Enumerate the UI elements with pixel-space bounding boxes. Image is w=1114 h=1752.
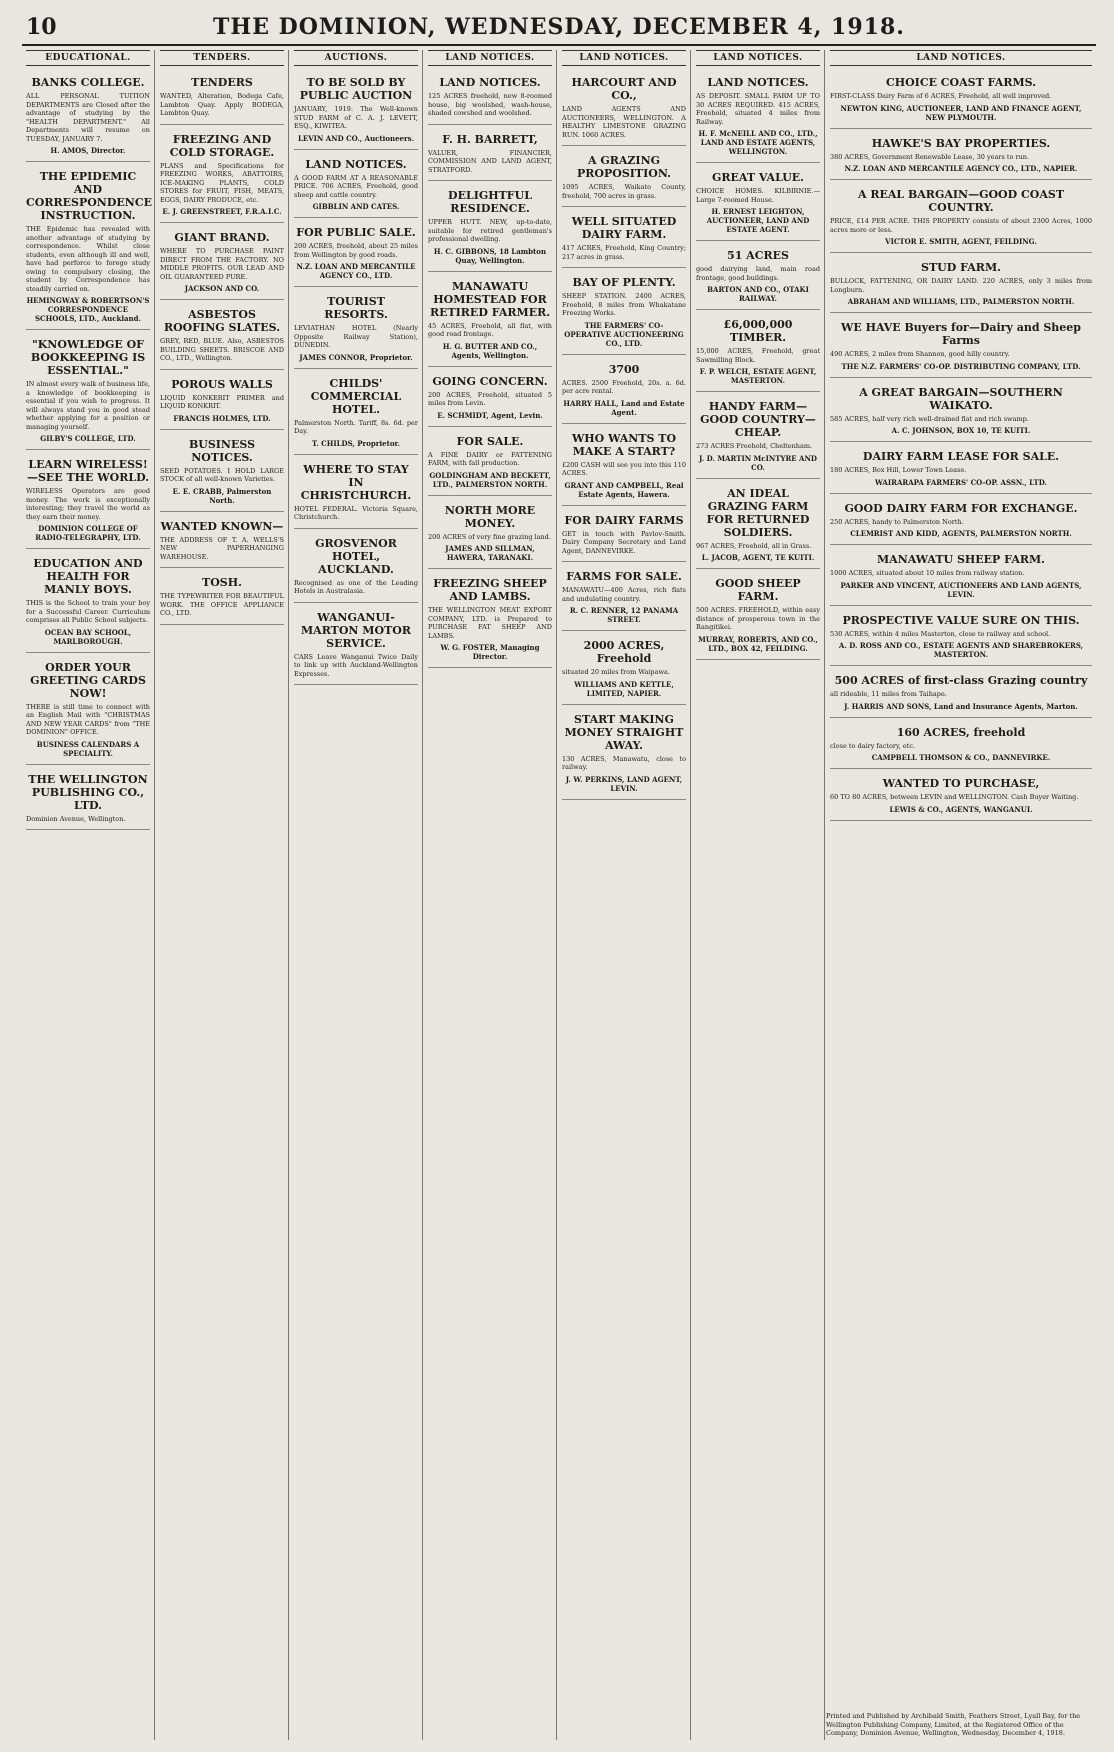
masthead (22, 10, 1096, 46)
ad-body: 500 ACRES. FREEHOLD, within easy distance of prosperous town in the Rangitikei. (696, 606, 820, 631)
ad-heading: 500 ACRES of first-class Grazing country (834, 674, 1088, 687)
ad-body: WHERE TO PURCHASE PAINT DIRECT FROM THE FACTORY. NO MIDDLE PROFITS. OUR LEAD AND OIL GUARANTEED PURE. (160, 247, 284, 281)
ad-signature: HARRY HALL, Land and Estate Agent. (563, 398, 685, 417)
advertisement (428, 185, 552, 272)
advertisement (294, 607, 418, 686)
advertisement (294, 291, 418, 369)
ad-heading: WHERE TO STAY IN CHRISTCHURCH. (300, 462, 412, 502)
ad-signature: ABRAHAM AND WILLIAMS, LTD., PALMERSTON NORTH. (847, 297, 1075, 306)
column-1 (22, 50, 155, 1740)
advertisement (26, 334, 150, 450)
ad-heading: WANTED KNOWN— (160, 519, 284, 533)
ad-heading: AN IDEAL GRAZING FARM FOR RETURNED SOLDIERS. (706, 486, 810, 539)
advertisement (428, 276, 552, 367)
ad-signature: NEWTON KING, AUCTIONEER, LAND AND FINANCE AGENT, NEW PLYMOUTH. (840, 103, 1082, 122)
ad-signature: H. G. BUTTER AND CO., Agents, Wellington. (442, 341, 538, 360)
ad-heading: THE WELLINGTON PUBLISHING CO., LTD. (28, 772, 148, 812)
ad-body: WANTED, Alteration, Bodega Cafe, Lambton Quay. Apply BODEGA, Lambton Quay. (160, 92, 284, 117)
ad-heading: FARMS FOR SALE. (566, 570, 682, 583)
ad-heading: WELL SITUATED DAIRY FARM. (571, 215, 677, 241)
advertisement (830, 773, 1092, 821)
ad-heading: START MAKING MONEY STRAIGHT AWAY. (564, 712, 684, 752)
ad-signature: H. ERNEST LEIGHTON, AUCTIONEER, LAND AND ESTATE AGENT. (706, 207, 810, 234)
ad-heading: 3700 (608, 362, 640, 376)
ad-body: GET in touch with Pavlov-Smith. Dairy Company Secretary and Land Agent, DANNEVIRKE. (562, 529, 686, 555)
ad-body: JANUARY, 1919. The Well-known STUD FARM of C. A. J. LEVETT, ESQ., KIWITEA. (294, 105, 418, 130)
advertisement (562, 72, 686, 146)
advertisement (830, 133, 1092, 181)
ad-signature: J. W. PERKINS, LAND AGENT, LEVIN. (565, 774, 683, 793)
ad-body: Palmerston North. Tariff, 8s. 6d. per Day. (294, 418, 418, 435)
ad-heading: GIANT BRAND. (174, 231, 270, 244)
advertisement (428, 431, 552, 496)
section-header: LAND NOTICES. (562, 50, 686, 66)
ad-body: 130 ACRES, Manawatu, close to railway. (562, 754, 686, 771)
ad-signature: N.Z. LOAN AND MERCANTILE AGENCY CO., LTD., NAPIER. (844, 164, 1078, 173)
ad-heading: FOR DAIRY FARMS (564, 513, 684, 527)
advertisement (562, 566, 686, 631)
advertisement (696, 72, 820, 163)
ad-list (294, 72, 418, 685)
ad-heading: £6,000,000 TIMBER. (723, 318, 793, 344)
ad-heading: A GREAT BARGAIN—SOUTHERN WAIKATO. (859, 385, 1063, 412)
advertisement (294, 533, 418, 603)
ad-signature: JACKSON AND CO. (184, 284, 260, 293)
ad-heading: STUD FARM. (921, 261, 1001, 274)
section-header: LAND NOTICES. (696, 50, 820, 66)
section-header: EDUCATIONAL. (26, 50, 150, 66)
advertisement (830, 610, 1092, 667)
ad-heading: WANGANUI-MARTON MOTOR SERVICE. (301, 610, 411, 650)
advertisement (160, 72, 284, 125)
ad-body: 380 ACRES, Government Renewable Lease, 30 years to run. (830, 152, 1030, 161)
ad-signature: LEWIS & CO., AGENTS, WANGANUI. (889, 804, 1033, 814)
ad-heading: A REAL BARGAIN—GOOD COAST COUNTRY. (857, 188, 1065, 214)
ad-heading: GOOD SHEEP FARM. (715, 577, 801, 603)
ad-body: WIRELESS Operators are good money. The work is exceptionally interesting; they travel the world as they earn their money. (26, 487, 150, 521)
ad-body: Dominion Avenue, Wellington. (26, 814, 126, 823)
advertisement (26, 553, 150, 653)
ad-signature: WILLIAMS AND KETTLE, LIMITED, NAPIER. (574, 679, 674, 698)
ad-heading: NORTH MORE MONEY. (444, 503, 536, 530)
advertisement (830, 498, 1092, 546)
ad-signature: A. C. JOHNSON, BOX 10, TE KUITI. (891, 426, 1031, 435)
ad-heading: LEARN WIRELESS! —SEE THE WORLD. (26, 458, 150, 484)
ad-body: 490 ACRES, 2 miles from Shannon, good hilly country. (830, 350, 1010, 358)
section-header: LAND NOTICES. (830, 50, 1092, 66)
advertisement (830, 382, 1092, 443)
ad-body: 530 ACRES, within 4 miles Masterton, close to railway and school. (830, 629, 1051, 638)
ad-signature: J. HARRIS AND SONS, Land and Insurance Agents, Marton. (844, 701, 1078, 711)
ad-body: LAND AGENTS AND AUCTIONEERS, WELLINGTON. A HEALTHY LIMESTONE GRAZING RUN. 1060 ACRES. (562, 105, 686, 139)
ad-heading: GREAT VALUE. (711, 171, 805, 184)
ad-body: 273 ACRES Freehold, Cheltenham. (696, 442, 813, 450)
ad-signature: GOLDINGHAM AND BECKETT, LTD., PALMERSTON NORTH. (429, 470, 551, 489)
ad-signature: E. E. CRABB, Palmerston North. (172, 486, 272, 505)
advertisement (26, 72, 150, 162)
ad-signature: T. CHILDS, Proprietor. (311, 438, 400, 448)
advertisement (562, 359, 686, 424)
advertisement (26, 166, 150, 330)
ad-body: ALL PERSONAL TUITION DEPARTMENTS are Closed after the advantage of studying by the "HEALTH DEPARTMENT." All Departments will resume on TUESDAY, JANUARY 7. (26, 92, 150, 143)
ad-signature: JAMES AND SILLMAN, HAWERA, TARANAKI. (445, 544, 535, 562)
advertisement (428, 573, 552, 668)
advertisement (696, 483, 820, 570)
advertisement (160, 516, 284, 569)
ad-heading: FOR PUBLIC SALE. (296, 226, 416, 239)
ad-signature: DOMINION COLLEGE OF RADIO-TELEGRAPHY, LTD. (35, 524, 141, 542)
ad-signature: CAMPBELL THOMSON & CO., DANNEVIRKE. (871, 753, 1051, 762)
advertisement (830, 72, 1092, 129)
ad-heading: DELIGHTFUL RESIDENCE. (448, 189, 532, 215)
ad-signature: W. G. FOSTER, Managing Director. (440, 643, 540, 661)
advertisement (160, 227, 284, 300)
ad-body: 15,000 ACRES, Freehold, great Sawmilling Block. (696, 347, 820, 364)
ad-body: VALUER, FINANCIER, COMMISSION AND LAND AGENT, STRATFORD. (428, 148, 552, 174)
advertisement (830, 446, 1092, 494)
column-2 (156, 50, 289, 1740)
ad-body: 585 ACRES, half very rich well-drained flat and rich swamp. (830, 414, 1029, 423)
ad-body: 1095 ACRES, Waikato County, freehold, 700 acres in grass. (562, 183, 686, 200)
ad-heading: THE EPIDEMIC AND CORRESPONDENCE INSTRUCTION. (26, 170, 152, 222)
column-7 (826, 50, 1096, 1740)
advertisement (160, 374, 284, 430)
ad-heading: ORDER YOUR GREETING CARDS NOW! (30, 660, 146, 700)
ad-list (160, 72, 284, 625)
ad-body: SEED POTATOES. I HOLD LARGE STOCK of all well-known Varieties. (160, 466, 284, 483)
ad-body: GREY, RED, BLUE. Also, ASBESTOS BUILDING SHEETS. BRISCOE AND CO., LTD., Wellington. (160, 337, 284, 362)
ad-body: CHOICE HOMES. KILBIRNIE.—Large 7-roomed House. (696, 187, 820, 204)
ad-body: close to dairy factory, etc. (830, 741, 916, 750)
ad-heading: TOURIST RESORTS. (324, 295, 388, 321)
ad-signature: GIBBLIN AND CATES. (312, 202, 400, 211)
ad-body: situated 20 miles from Waipawa. (562, 668, 670, 676)
ad-signature: GRANT AND CAMPBELL, Real Estate Agents, Hawera. (564, 480, 684, 499)
ad-body: A GOOD FARM AT A REASONABLE PRICE. 706 ACRES, Freehold, good sheep and cattle country. (294, 173, 418, 199)
ad-signature: WAIRARAPA FARMERS' CO-OP. ASSN., LTD. (875, 477, 1047, 487)
ad-list (562, 72, 686, 800)
ad-body: 417 ACRES, Freehold, King Country; 217 acres in grass. (562, 244, 686, 261)
ad-heading: CHOICE COAST FARMS. (885, 76, 1037, 89)
advertisement (562, 150, 686, 207)
advertisement (428, 129, 552, 182)
ad-signature: THE FARMERS' CO-OPERATIVE AUCTIONEERING CO., LTD. (564, 320, 684, 348)
ad-body: THE TYPEWRITER FOR BEAUTIFUL WORK. THE OFFICE APPLIANCE CO., LTD. (160, 592, 284, 617)
ad-heading: FREEZING SHEEP AND LAMBS. (433, 577, 547, 603)
ad-body: 967 ACRES, Freehold, all in Grass. (696, 541, 812, 550)
ad-heading: LAND NOTICES. (305, 157, 407, 171)
ad-heading: BAY OF PLENTY. (572, 276, 676, 289)
imprint: Printed and Published by Archibald Smith, Feathers Street, Lyall Bay, for the Wellington Publishing Company, Limited, at the Registered Office of the Company, Dominion Avenue, Wellington, Wednesday, December 4, 1918. (826, 1712, 1081, 1737)
advertisement (562, 211, 686, 268)
ad-signature: E. SCHMIDT, Agent, Levin. (437, 410, 543, 420)
ad-heading: 51 ACRES (727, 249, 789, 262)
ad-body: THIS is the School to train your boy for a Successful Career. Curriculum comprises all Public School subjects. (26, 599, 150, 624)
ad-signature: OCEAN BAY SCHOOL, MARLBOROUGH. (44, 627, 132, 646)
ad-heading: GROSVENOR HOTEL, AUCKLAND. (315, 536, 397, 576)
advertisement (830, 317, 1092, 378)
advertisement (26, 769, 150, 831)
ad-signature: HEMINGWAY & ROBERTSON'S CORRESPONDENCE SCHOOLS, LTD., Auckland. (26, 296, 150, 323)
ad-body: CARS Leave Wanganui Twice Daily to link up with Auckland-Wellington Expresses. (294, 652, 418, 678)
advertisement (696, 573, 820, 660)
advertisement (830, 722, 1092, 770)
ad-body: LIQUID KONKERIT PRIMER and LIQUID KONKRIT. (160, 393, 284, 410)
ad-body: 1000 ACRES, situated about 10 miles from railway station. (830, 569, 1025, 577)
advertisement (562, 510, 686, 563)
ad-signature: GILBY'S COLLEGE, LTD. (40, 434, 136, 443)
ad-signature: E. J. GREENSTREET, F.R.A.I.C. (162, 207, 282, 216)
advertisement (294, 222, 418, 287)
ad-body: ACRES. 2500 Freehold, 20s. a. 6d. per acre rental. (562, 378, 686, 395)
advertisement (830, 549, 1092, 606)
ad-body: THERE is still time to connect with an English Mail with "CHRISTMAS AND NEW YEAR CARDS" from "THE DOMINION" OFFICE. (26, 702, 150, 736)
column-5 (558, 50, 691, 1740)
ad-heading: DAIRY FARM LEASE FOR SALE. (862, 450, 1060, 463)
ad-heading: PROSPECTIVE VALUE SURE ON THIS. (842, 613, 1080, 627)
advertisement (160, 304, 284, 370)
ad-heading: WHO WANTS TO MAKE A START? (571, 431, 677, 458)
ad-heading: POROUS WALLS (171, 377, 273, 391)
newspaper-title: THE DOMINION, WEDNESDAY, DECEMBER 4, 1918. (213, 14, 905, 40)
ad-list (26, 72, 150, 830)
ad-body: 60 TO 80 ACRES, between LEVIN and WELLINGTON. Cash Buyer Waiting. (830, 793, 1079, 801)
ad-body: FIRST-CLASS Dairy Farm of 6 ACRES, Freehold, all well improved. (830, 92, 1052, 100)
advertisement (160, 434, 284, 512)
ad-body: 250 ACRES, handy to Palmerston North. (830, 517, 964, 526)
advertisement (696, 167, 820, 241)
ad-body: 200 ACRES of very fine grazing land. (428, 532, 551, 541)
ad-heading: "KNOWLEDGE OF BOOKKEEPING IS ESSENTIAL." (30, 338, 146, 377)
ad-heading: BUSINESS NOTICES. (188, 437, 256, 464)
ad-heading: GOOD DAIRY FARM FOR EXCHANGE. (844, 501, 1078, 515)
ad-body: 125 ACRES freehold, new 8-roomed house, big woolshed, wash-house, shaded cowshed and woolshed. (428, 92, 552, 117)
ad-signature: BUSINESS CALENDARS A SPECIALITY. (36, 739, 140, 758)
advertisement (562, 272, 686, 355)
ad-body: £200 CASH will see you into this 110 ACRES. (562, 460, 686, 477)
ad-body: 200 ACRES, Freehold, situated 5 miles from Levin. (428, 390, 552, 407)
ad-body: Recognised as one of the Leading Hotels in Australasia. (294, 578, 418, 595)
ad-body: 45 ACRES, Freehold, all flat, with good road frontage. (428, 321, 552, 338)
advertisement (294, 459, 418, 529)
ad-heading: HAWKE'S BAY PROPERTIES. (871, 136, 1051, 150)
ad-signature: R. C. RENNER, 12 PANAMA STREET. (569, 606, 679, 624)
advertisement (696, 314, 820, 392)
ad-heading: FREEZING AND COLD STORAGE. (169, 132, 275, 159)
ad-body: LEVIATHAN HOTEL (Nearly Opposite Railway Station), DUNEDIN. (294, 324, 418, 349)
advertisement (428, 500, 552, 570)
ad-heading: HANDY FARM—GOOD COUNTRY—CHEAP. (700, 400, 816, 439)
ad-body: UPPER HUTT. NEW, up-to-date, suitable for retired gentleman's professional dwelling. (428, 218, 552, 243)
ad-heading: FOR SALE. (456, 434, 524, 448)
ad-signature: F. P. WELCH, ESTATE AGENT, MASTERTON. (699, 367, 817, 385)
ad-body: 180 ACRES, Box Hill, Lower Town Lease. (830, 466, 967, 474)
advertisement (26, 454, 150, 549)
ad-signature: H. AMOS, Director. (50, 146, 126, 155)
ad-heading: 160 ACRES, freehold (896, 725, 1026, 739)
ad-heading: TO BE SOLD BY PUBLIC AUCTION (299, 76, 413, 102)
ad-body: A FINE DAIRY or FATTENING FARM, with fall production. (428, 450, 552, 467)
column-6 (692, 50, 825, 1740)
ad-signature: BARTON AND CO., OTAKI RAILWAY. (707, 285, 809, 303)
ad-body: PLANS and Specifications for FREEZING WORKS, ABATTOIRS, ICE-MAKING PLANTS, COLD STORES for FRUIT, FISH, MEATS, EGGS, DAIRY PRODUCE, etc. (160, 161, 284, 204)
advertisement (160, 572, 284, 625)
ad-signature: H. C. GIBBONS, 18 Lambton Quay, Wellington. (433, 246, 547, 265)
ad-body: SHEEP STATION. 2400 ACRES, Freehold, 8 miles from Whakatane Freezing Works. (562, 292, 686, 317)
ad-signature: THE N.Z. FARMERS' CO-OP. DISTRIBUTING COMPANY, LTD. (841, 361, 1081, 371)
ad-signature: L. JACOB, AGENT, TE KUITI. (701, 553, 815, 562)
ad-heading: WANTED TO PURCHASE, (882, 777, 1040, 790)
ad-heading: HARCOURT AND CO., (571, 76, 677, 102)
advertisement (830, 670, 1092, 718)
advertisement (562, 709, 686, 800)
advertisement (562, 428, 686, 506)
columns (22, 50, 1096, 1740)
ad-body: HOTEL FEDERAL. Victoria Square, Christchurch. (294, 504, 418, 521)
ad-heading: LAND NOTICES. (707, 76, 809, 89)
ad-body: PRICE, £14 PER ACRE. THIS PROPERTY consists of about 2300 Acres, 1000 acres more or less. (830, 217, 1092, 234)
advertisement (830, 184, 1092, 253)
page-number: 10 (26, 14, 57, 40)
ad-body: 200 ACRES, freehold, about 25 miles from Wellington by good roads. (294, 242, 418, 259)
ad-list (428, 72, 552, 668)
ad-body: good dairying land, main road frontage, good buildings. (696, 265, 820, 282)
ad-heading: MANAWATU HOMESTEAD FOR RETIRED FARMER. (429, 279, 551, 319)
ad-heading: F. H. BARRETT, (442, 132, 538, 146)
ad-heading: BANKS COLLEGE. (31, 76, 145, 89)
ad-signature: VICTOR E. SMITH, AGENT, FEILDING. (885, 237, 1037, 246)
ad-signature: LEVIN AND CO., Auctioneers. (297, 133, 415, 143)
ad-heading: EDUCATION AND HEALTH FOR MANLY BOYS. (33, 557, 143, 596)
advertisement (294, 72, 418, 150)
advertisement (160, 129, 284, 224)
ad-signature: A. D. ROSS AND CO., ESTATE AGENTS AND SHAREBROKERS, MASTERTON. (838, 641, 1084, 659)
ad-body: THE Epidemic has revealed with another advantage of studying by correspondence. Whilst close students, even although ill and well, have had perforce to forego study owing to compulsory closing, the student by Correspondence has steadily carried on. (26, 225, 150, 293)
ad-signature: H. F. McNEILL AND CO., LTD., LAND AND ESTATE AGENTS, WELLINGTON. (698, 129, 818, 156)
advertisement (696, 245, 820, 310)
ad-signature: FRANCIS HOLMES, LTD. (173, 413, 271, 423)
advertisement (696, 396, 820, 479)
ad-heading: 2000 ACRES, Freehold (583, 639, 665, 665)
advertisement (428, 371, 552, 427)
ad-heading: TOSH. (202, 576, 242, 589)
ad-body: BULLOCK, FATTENING, OR DAIRY LAND. 220 ACRES, only 3 miles from Longburn. (830, 277, 1092, 294)
ad-heading: ASBESTOS ROOFING SLATES. (163, 308, 281, 334)
ad-body: IN almost every walk of business life, a knowledge of bookkeeping is essential if you wish to progress. It will always stand you in good stead whether applying for a position or managing yourself. (26, 380, 150, 431)
ad-heading: GOING CONCERN. (432, 374, 548, 388)
section-header: LAND NOTICES. (428, 50, 552, 66)
advertisement (26, 657, 150, 765)
ad-signature: N.Z. LOAN AND MERCANTILE AGENCY CO., LTD. (296, 262, 416, 280)
ad-list (696, 72, 820, 660)
ad-heading: A GRAZING PROPOSITION. (576, 154, 672, 180)
advertisement (830, 257, 1092, 313)
section-header: AUCTIONS. (294, 50, 418, 66)
ad-signature: CLEMRIST AND KIDD, AGENTS, PALMERSTON NORTH. (850, 529, 1072, 538)
ad-signature: JAMES CONNOR, Proprietor. (299, 352, 413, 362)
advertisement (562, 635, 686, 705)
advertisement (294, 373, 418, 455)
ad-body: MANAWATU—400 Acres, rich flats and undulating country. (562, 586, 686, 603)
ad-list (830, 72, 1092, 821)
column-4 (424, 50, 557, 1740)
ad-heading: LAND NOTICES. (439, 76, 541, 89)
ad-body: THE WELLINGTON MEAT EXPORT COMPANY, LTD. is Prepared to PURCHASE FAT SHEEP AND LAMBS. (428, 606, 552, 640)
ad-body: THE ADDRESS OF T. A. WELLS'S NEW PAPERHANGING WAREHOUSE. (160, 535, 284, 561)
ad-body: all rideable, 11 miles from Taihape. (830, 690, 947, 698)
ad-signature: PARKER AND VINCENT, AUCTIONEERS AND LAND AGENTS, LEVIN. (840, 580, 1082, 599)
ad-heading: WE HAVE Buyers for—Dairy and Sheep Farms (841, 321, 1081, 347)
ad-heading: TENDERS (191, 76, 253, 89)
ad-heading: CHILDS' COMMERCIAL HOTEL. (310, 376, 402, 416)
column-3 (290, 50, 423, 1740)
advertisement (428, 72, 552, 125)
ad-heading: MANAWATU SHEEP FARM. (877, 553, 1045, 566)
ad-body: AS DEPOSIT. SMALL FARM UP TO 30 ACRES REQUIRED. 415 ACRES, Freehold, situated 4 miles from Railway. (696, 92, 820, 126)
ad-signature: J. D. MARTIN McINTYRE AND CO. (699, 453, 817, 472)
section-header: TENDERS. (160, 50, 284, 66)
ad-signature: MURRAY, ROBERTS, AND CO., LTD., BOX 42, FEILDING. (698, 634, 818, 653)
advertisement (294, 154, 418, 219)
